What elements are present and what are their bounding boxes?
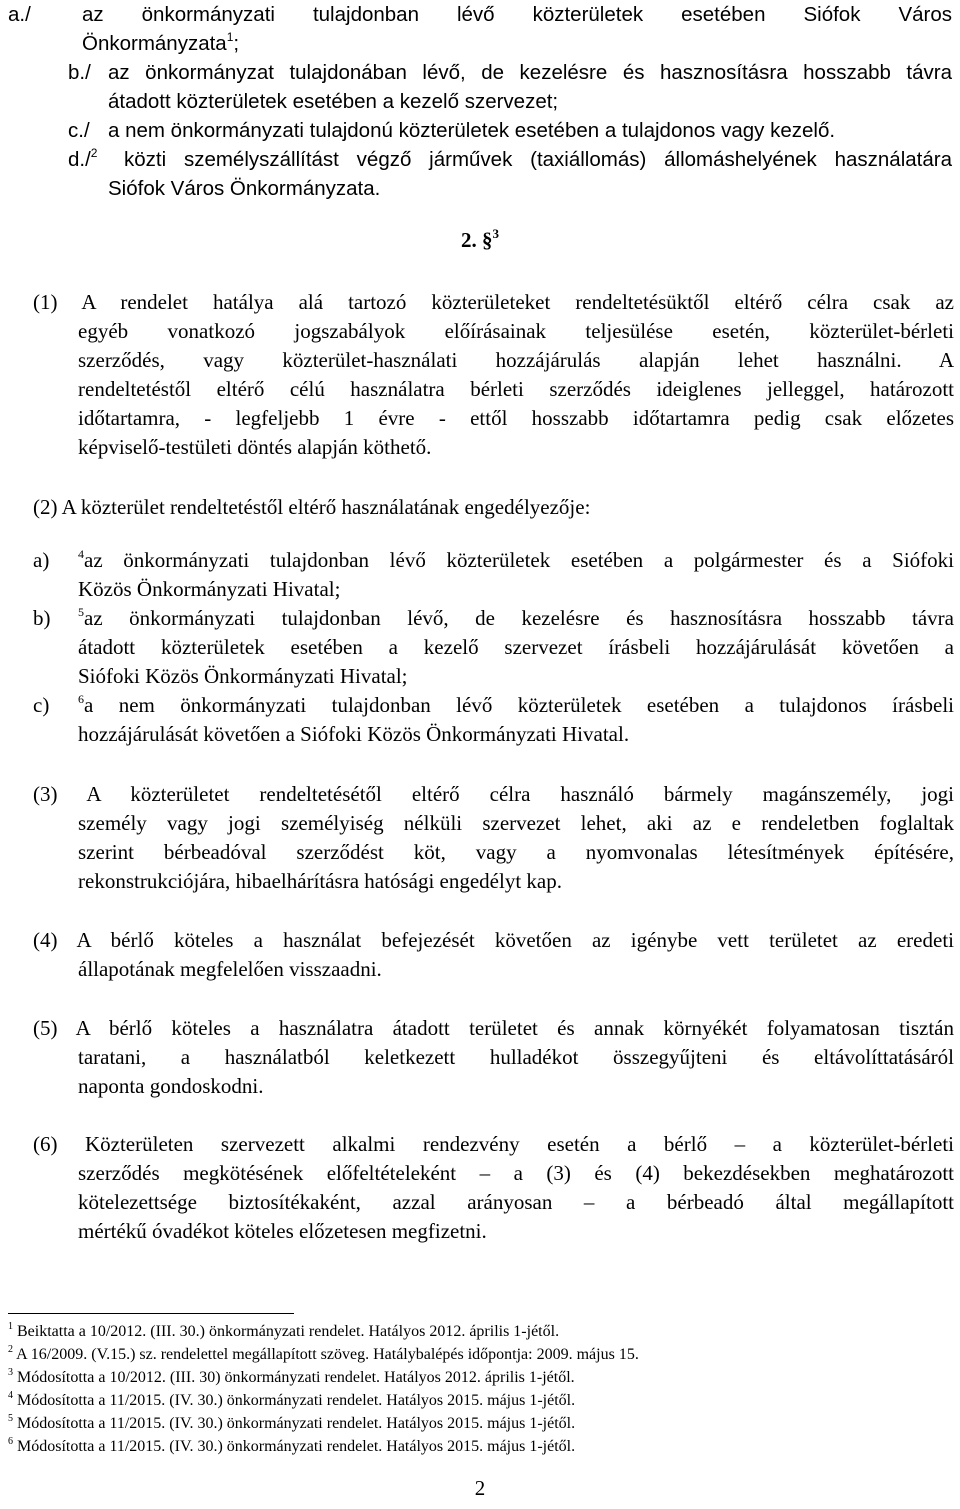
paragraph-line: mértékű óvadékot köteles előzetesen megfizetni. (78, 1219, 487, 1243)
list-item-b-line3: Siófoki Közös Önkormányzati Hivatal; (78, 664, 408, 688)
footnote-ref-6: 6 (78, 692, 84, 706)
intro-item-d-label: d./$^2$ (68, 146, 98, 171)
paragraph-line: taratani, a használatból keletkezett hulladékot összegyűjteni és eltávolíttatásáról (78, 1045, 954, 1069)
paragraph-line: rekonstrukciójára, hibaelhárításra hatósági engedélyt kap. (78, 869, 562, 893)
paragraph-line: (6) Közterületen szervezett alkalmi rendezvény esetén a bérlő – a közterület-bérleti (33, 1132, 954, 1156)
paragraph-line: időtartamra, - legfeljebb 1 évre - ettől hosszabb időtartamra pedig csak előzetes (78, 406, 954, 430)
list-item-c-line1: $^6$a nem önkormányzati tulajdonban lévő közterületek esetében a tulajdonos írásbeli (78, 692, 954, 717)
paragraph-line: (3) A közterületet rendeltetésétől eltérő célra használó bármely magánszemély, jogi (33, 782, 954, 806)
paragraph-line: (5) A bérlő köteles a használatra átadott területet és annak környékét folyamatosan tisztán (33, 1016, 954, 1040)
list-item-a-line2: Közös Önkormányzati Hivatal; (78, 577, 341, 601)
list-label-c: c) (33, 693, 50, 717)
paragraph-line: (4) A bérlő köteles a használat befejezését követően az igénybe vett területet az eredeti (33, 928, 954, 952)
list-item-c-line2: hozzájárulását követően a Siófoki Közös Önkormányzati Hivatal. (78, 722, 630, 746)
paragraph-line: állapotának megfelelően visszaadni. (78, 957, 382, 981)
footnote: $^2$ A 16/2009. (V.15.) sz. rendelettel megállapított szöveg. Hatálybalépés időpontja: 2009. május 15. (8, 1344, 639, 1363)
list-item-b-line1: $^5$az önkormányzati tulajdonban lévő, de kezelésre és hasznosításra hosszabb távra (78, 605, 954, 630)
footnote-ref-4: 4 (78, 547, 84, 561)
paragraph-line: szerződés megkötésének előfeltételeként – a (3) és (4) bekezdésekben meghatározott (78, 1161, 954, 1185)
footnote-separator (8, 1313, 294, 1314)
intro-item-c-label: c./ (68, 119, 90, 142)
list-label-a: a) (33, 548, 50, 572)
intro-item-a-label: a./ (8, 3, 31, 26)
intro-item-b-line2: átadott közterületek esetében a kezelő szervezet; (108, 90, 559, 113)
footnote-ref-5: 5 (78, 605, 84, 619)
list-item-b-line2: átadott közterületek esetében a kezelő szervezet írásbeli hozzájárulását követően a (78, 635, 954, 659)
footnote: $^4$ Módosította a 11/2015. (IV. 30.) önkormányzati rendelet. Hatályos 2015. május 1-jétől. (8, 1390, 576, 1409)
section-heading: 2. §$^3$ (461, 226, 499, 252)
paragraph-line: szerződés, vagy közterület-használati hozzájárulás alapján lehet használni. A (78, 348, 954, 372)
paragraph-line: kötelezettsége biztosítékaként, azzal arányosan – a bérbeadó által megállapított (78, 1190, 954, 1214)
footnote: $^6$ Módosította a 11/2015. (IV. 30.) önkormányzati rendelet. Hatályos 2015. május 1-jétől. (8, 1436, 576, 1455)
footnote: $^1$ Beiktatta a 10/2012. (III. 30.) önkormányzati rendelet. Hatályos 2012. április 1-jétől. (8, 1321, 560, 1340)
paragraph-line: rendeltetéstől eltérő célú használatra bérleti szerződés ideiglenes jelleggel, határozott (78, 377, 954, 401)
intro-item-b-line1: az önkormányzat tulajdonában lévő, de kezelésre és hasznosításra hosszabb távra (108, 61, 952, 84)
intro-item-c-line1: a nem önkormányzati tulajdonú közterületek esetében a tulajdonos vagy kezelő. (108, 119, 836, 142)
footnote-ref-1: 1 (226, 30, 234, 44)
footnote-ref-2: 2 (90, 146, 98, 160)
list-item-a-line1: $^4$az önkormányzati tulajdonban lévő közterületek esetében a polgármester és a Siófoki (78, 547, 954, 572)
paragraph-line: (1) A rendelet hatálya alá tartozó közterületeket rendeltetésüktől eltérő célra csak az (33, 290, 954, 314)
paragraph-line: (2) A közterület rendeltetéstől eltérő használatának engedélyezője: (33, 495, 591, 519)
paragraph-line: naponta gondoskodni. (78, 1074, 264, 1098)
intro-item-d-line1: közti személyszállítást végző járművek (taxiállomás) állomáshelyének használatára (124, 148, 952, 171)
footnote: $^3$ Módosította a 10/2012. (III. 30) önkormányzati rendelet. Hatályos 2012. április 1-jétől. (8, 1367, 575, 1386)
paragraph-line: személy vagy jogi személyiség nélküli szervezet lehet, aki az e rendeletben foglaltak (78, 811, 954, 835)
intro-item-b-label: b./ (68, 61, 91, 84)
intro-item-a-line2: Önkormányzata$^1$; (82, 30, 240, 55)
paragraph-line: képviselő-testületi döntés alapján köthető. (78, 435, 432, 459)
paragraph-line: szerint bérbeadóval szerződést köt, vagy a nyomvonalas létesítmények építésére, (78, 840, 954, 864)
intro-item-d-line2: Siófok Város Önkormányzata. (108, 177, 381, 200)
intro-item-a-line1: az önkormányzati tulajdonban lévő közterületek esetében Siófok Város (82, 3, 952, 26)
footnote-ref-3: 3 (492, 226, 499, 241)
list-label-b: b) (33, 606, 51, 630)
footnote: $^5$ Módosította a 11/2015. (IV. 30.) önkormányzati rendelet. Hatályos 2015. május 1-jétől. (8, 1413, 576, 1432)
paragraph-line: egyéb vonatkozó jogszabályok előírásainak teljesülése esetén, közterület-bérleti (78, 319, 954, 343)
page-number: 2 (474, 1476, 486, 1500)
